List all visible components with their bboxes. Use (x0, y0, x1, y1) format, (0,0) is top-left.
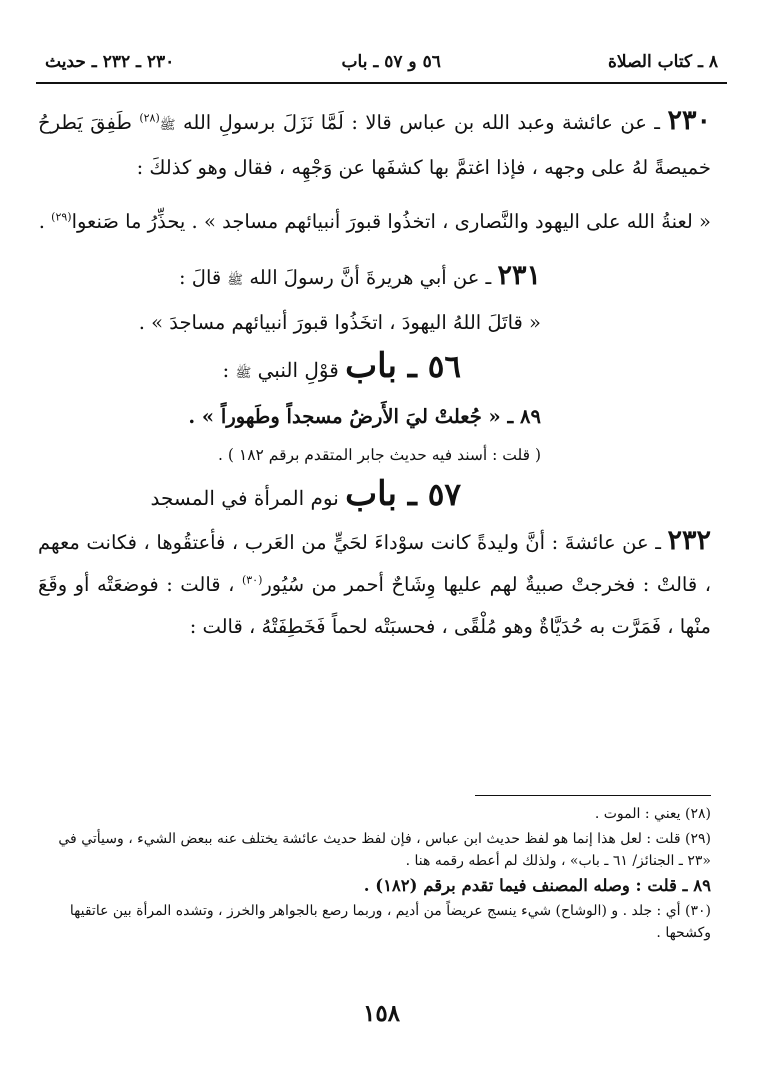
hadith-number: ٢٣٢ (667, 525, 711, 556)
item-89-note: ( قلت : أسند فيه حديث جابر المتقدم برقم ١٨٢ ) . (218, 446, 541, 464)
hadith-text: قالَ : (179, 266, 228, 289)
hadith-text: ، قالت : فوضعَتْه أو وقَعَ منْها ، فَمَرَّت به حُدَيَّاةٌ وهو مُلْقًى ، فحسبَتْه لحماً فَخَطِفَتْهُ ، قالت : (38, 573, 711, 638)
hadith-quote: « لعنةُ الله على اليهود والنَّصارى ، اتخذُوا قبورَ أنبيائهم مساجد » . يحذِّرُ ما صَنعوا (71, 210, 711, 233)
header-book-title: ٨ ـ كتاب الصلاة (608, 52, 718, 72)
chapter-title: نوم المرأة في المسجد (150, 486, 339, 510)
salla-glyph: ﷺ (227, 273, 244, 288)
salla-glyph: ﷺ (159, 118, 176, 133)
hadith-number: ٢٣٠ (667, 105, 711, 136)
hadith-number: ٢٣١ (497, 260, 541, 291)
spacer (38, 189, 711, 201)
main-text (38, 100, 711, 648)
chapter-57-heading: ٥٧ ـ باب نوم المرأة في المسجد (150, 474, 461, 514)
period: . (38, 210, 52, 233)
footnote-ref: (٢٩) (51, 210, 72, 224)
footnote-ref: (٣٠) (241, 573, 263, 587)
hadith-231-quote: « قاتَلَ اللهُ اليهودَ ، اتخَذُوا قبورَ أنبيائهم مساجدَ » . (138, 311, 541, 334)
footnote-divider (475, 795, 711, 796)
header-chapters: ٥٦ و ٥٧ ـ باب (341, 52, 441, 72)
chapter-bab: باب (345, 346, 398, 386)
hadith-232 (38, 520, 711, 648)
chapter-number: ٥٧ (427, 477, 461, 513)
hadith-text: ـ عن أبي هريرةَ أنَّ رسولَ الله (243, 266, 498, 289)
header-divider (36, 82, 727, 84)
item-89: ٨٩ ـ « جُعلتْ ليَ الأَرضُ مسجداً وطَهوراً » . (188, 405, 541, 428)
spacer (38, 243, 711, 255)
hadith-230-quote (38, 201, 711, 243)
chapter-colon: : (222, 358, 236, 382)
chapter-number: ٥٦ (427, 349, 461, 385)
salla-glyph: ﷺ (235, 366, 252, 381)
footnote-30: (٣٠) أي : جلد . و (الوشاح) شيء ينسج عريضاً من أديم ، وربما رصع بالجواهر والخرز ، وتشده المرأة بين عاتقيها وكشحها . (69, 903, 711, 941)
hadith-text: ـ عن عائشة وعبد الله بن عباس قالا : لَمَّا نَزَلَ برسولِ الله (175, 111, 668, 134)
running-header (45, 44, 718, 80)
footnotes (45, 803, 711, 947)
hadith-text: ـ عن عائشةَ : أنَّ وليدةً كانت سوْداءَ لحَيٍّ من العَرب ، فأعتقُوها ، فكانت معهم ، قالتْ : فخرجتْ صبيةٌ لهم عليها وِشَاحٌ أحمر من سُيُور (38, 531, 711, 596)
page-number: ١٥٨ (362, 1000, 401, 1027)
hadith-231 (38, 255, 711, 302)
footnote-28: (٢٨) يعني : الموت . (594, 806, 711, 822)
hadith-text: طَفِقَ يَطرحُ خميصةً لهُ على وجهه ، فإذا اغتمَّ بها كشفَها عن وَجْهِه ، فقال وهو كذلكَ : (38, 111, 711, 179)
footnote-29: (٢٩) قلت : لعل هذا إنما هو لفظ حديث ابن عباس ، فإن لفظ حديث عائشة يختلف عنه ببعض الشيء ، وسيأتي في «٢٣ ـ الجنائز/ ٦١ ـ باب» ، ولذلك لم أعطه رقمه هنا . (58, 831, 711, 869)
chapter-56-heading: ٥٦ ـ باب قوْلِ النبي ﷺ : (222, 346, 461, 386)
chapter-bab: باب (345, 474, 398, 514)
footnote-ref: (٢٨) (139, 111, 160, 125)
header-hadith-range: ٢٣٠ ـ ٢٣٢ ـ حديث (45, 52, 175, 72)
chapter-title: قوْلِ النبي (251, 358, 339, 382)
footnote-89: ٨٩ ـ قلت : وصله المصنف فيما تقدم برقم (١٨٢) . (363, 876, 711, 895)
hadith-230 (38, 100, 711, 189)
